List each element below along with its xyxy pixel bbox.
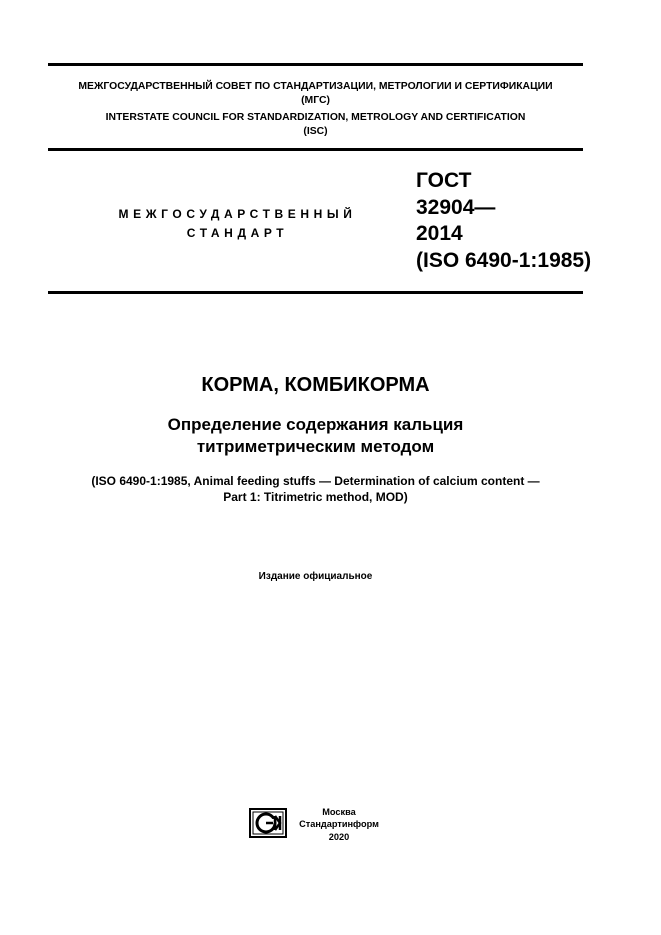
- iso-ref-line2: Part 1: Titrimetric method, MOD): [223, 490, 408, 504]
- edition-note: Издание официальное: [258, 571, 373, 582]
- iso-equivalent: (ISO 6490-1:1985): [416, 248, 592, 272]
- subtitle-line1: Определение содержания кальция: [167, 415, 464, 434]
- bottom-rule: [48, 291, 583, 294]
- council-ru-name: МЕЖГОСУДАРСТВЕННЫЙ СОВЕТ ПО СТАНДАРТИЗАЦИИ, МЕТРОЛОГИИ И СЕРТИФИКАЦИИ: [78, 81, 553, 92]
- council-ru: [48, 80, 583, 108]
- middle-rule: [48, 148, 583, 151]
- council-en-name: INTERSTATE COUNCIL FOR STANDARDIZATION, METROLOGY AND CERTIFICATION: [105, 112, 526, 123]
- gost-year: 2014: [416, 222, 463, 245]
- document-subtitle: [48, 414, 583, 458]
- standard-kind-line1: МЕЖГОСУДАРСТВЕННЫЙ: [118, 207, 357, 221]
- iso-reference: [48, 473, 583, 505]
- council-ru-abbr: (МГС): [301, 95, 330, 106]
- subtitle-line2: титриметрическим методом: [196, 437, 435, 456]
- iso-ref-line1: (ISO 6490-1:1985, Animal feeding stuffs — Determination of calcium content —: [91, 474, 540, 488]
- gost-designation: [416, 168, 591, 274]
- gost-number: 32904—: [416, 195, 496, 219]
- publisher-name: Стандартинформ: [299, 819, 379, 830]
- council-en-abbr: (ISC): [303, 126, 328, 137]
- council-en: [48, 111, 583, 139]
- publisher-year: 2020: [328, 831, 350, 842]
- publisher-city: Москва: [322, 807, 356, 817]
- standard-kind-line2: СТАНДАРТ: [186, 226, 289, 240]
- top-rule: [48, 63, 583, 66]
- standard-kind: [100, 205, 375, 243]
- publisher-imprint: [294, 806, 384, 843]
- document-title: КОРМА, КОМБИКОРМА: [201, 374, 430, 396]
- gost-label: ГОСТ: [416, 169, 472, 192]
- standartinform-logo-icon: [249, 808, 287, 838]
